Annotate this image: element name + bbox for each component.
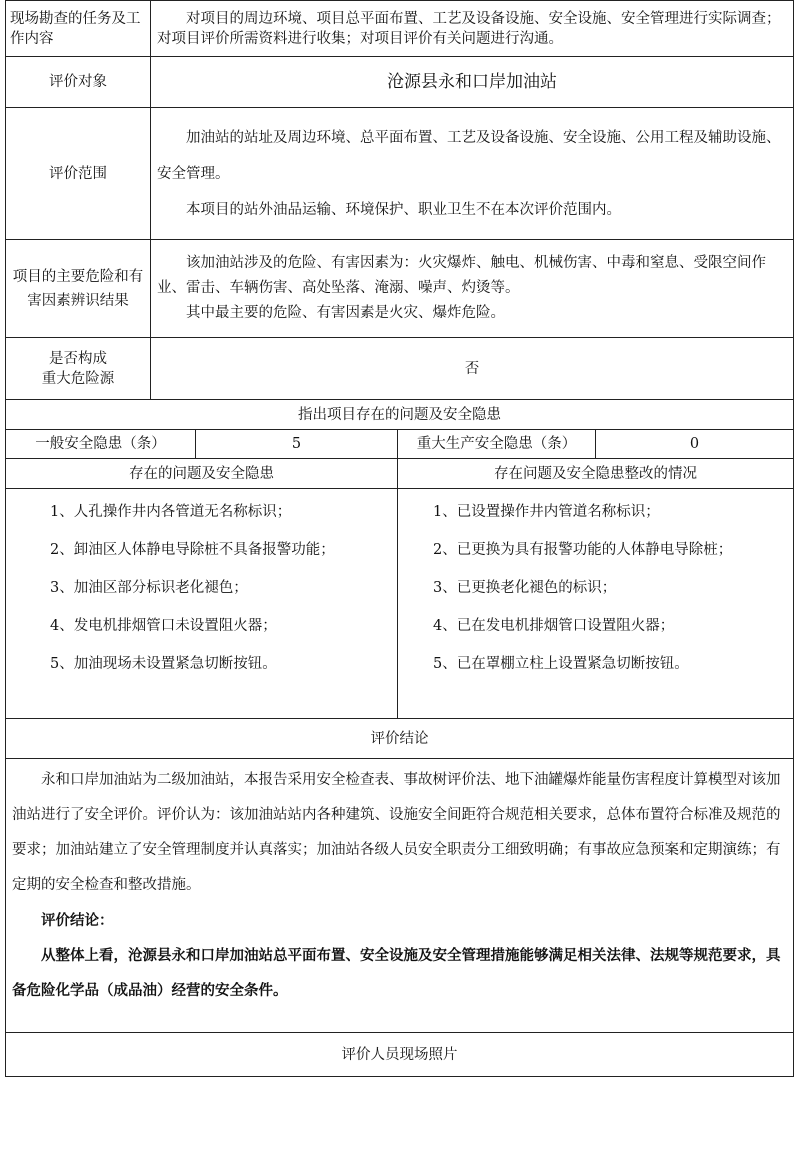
conclusion-subheader: 评价结论： xyxy=(41,912,114,929)
issue-item: 5、加油现场未设置紧急切断按钮。 xyxy=(50,656,277,672)
scope-label: 评价范围 xyxy=(6,108,151,240)
issues-right-list xyxy=(404,493,787,683)
fix-item: 5、已在罩棚立柱上设置紧急切断按钮。 xyxy=(433,656,689,672)
conclusion-body-cell xyxy=(6,759,794,1033)
issues-right-cell xyxy=(398,489,794,719)
conclusion-body-row xyxy=(6,759,794,1033)
issues-left-list xyxy=(12,493,391,683)
fix-item: 4、已在发电机排烟管口设置阻火器； xyxy=(433,618,675,634)
hazards-paragraph-1: 该加油站涉及的危险、有害因素为：火灾爆炸、触电、机械伤害、中毒和窒息、受限空间作业、雷击、车辆伤害、高处坠落、淹溺、噪声、灼烫等。 xyxy=(157,255,766,296)
scope-row xyxy=(6,108,794,240)
issue-item: 2、卸油区人体静电导除桩不具备报警功能； xyxy=(50,542,335,558)
conclusion-header: 评价结论 xyxy=(6,719,794,759)
hazards-paragraph-2: 其中最主要的危险、有害因素是火灾、爆炸危险。 xyxy=(186,305,505,321)
counts-row xyxy=(6,430,794,459)
issues-columns-row xyxy=(6,459,794,489)
issues-header-row xyxy=(6,400,794,430)
evaluation-table xyxy=(5,0,794,1077)
object-label: 评价对象 xyxy=(6,57,151,108)
issues-right-header: 存在问题及安全隐患整改的情况 xyxy=(398,459,794,489)
object-row xyxy=(6,57,794,108)
general-hazard-count-value: 5 xyxy=(196,430,398,459)
issues-lists-row xyxy=(6,489,794,719)
object-value: 沧源县永和口岸加油站 xyxy=(151,57,794,108)
issues-left-cell xyxy=(6,489,398,719)
issue-item: 4、发电机排烟管口未设置阻火器； xyxy=(50,618,277,634)
hazards-row xyxy=(6,240,794,338)
conclusion-body: 永和口岸加油站为二级加油站，本报告采用安全检查表、事故树评价法、地下油罐爆炸能量伤害程度计算模型对该加油站进行了安全评价。评价认为：该加油站站内各种建筑、设施安全间距符合规范相关要求，总体布置符合标准及规范的要求；加油站建立了安全管理制度并认真落实；加油站各级人员安全职责分工细致明确；有事故应急预案和定期演练；有定期的安全检查和整改措施。 xyxy=(12,772,781,893)
major-hazard-label-line2: 重大危险源 xyxy=(41,370,115,387)
major-hazard-count-value: 0 xyxy=(596,430,794,459)
photos-header-row xyxy=(6,1033,794,1077)
task-row xyxy=(6,1,794,57)
scope-paragraph-1: 加油站的站址及周边环境、总平面布置、工艺及设备设施、安全设施、公用工程及辅助设施、安全管理。 xyxy=(157,129,781,182)
hazards-label: 项目的主要危险和有害因素辨识结果 xyxy=(6,240,151,338)
issue-item: 3、加油区部分标识老化褪色； xyxy=(50,580,248,596)
photos-header: 评价人员现场照片 xyxy=(6,1033,794,1077)
major-hazard-label-line1: 是否构成 xyxy=(49,350,107,367)
issues-left-header: 存在的问题及安全隐患 xyxy=(6,459,398,489)
task-label xyxy=(6,1,151,57)
scope-content xyxy=(151,108,794,240)
scope-paragraph-2: 本项目的站外油品运输、环境保护、职业卫生不在本次评价范围内。 xyxy=(186,201,621,218)
major-hazard-value: 否 xyxy=(151,338,794,400)
general-hazard-count-label: 一般安全隐患（条） xyxy=(6,430,196,459)
fix-item: 1、已设置操作井内管道名称标识； xyxy=(433,504,660,520)
task-content xyxy=(151,1,794,57)
task-label-text: 现场勘查的任务及工作内容 xyxy=(10,10,141,47)
fix-item: 3、已更换老化褪色的标识； xyxy=(433,580,617,596)
major-hazard-row xyxy=(6,338,794,400)
evaluation-form xyxy=(5,0,793,1077)
major-hazard-count-label: 重大生产安全隐患（条） xyxy=(398,430,596,459)
issue-item: 1、人孔操作井内各管道无名称标识； xyxy=(50,504,292,520)
conclusion-header-row xyxy=(6,719,794,759)
issues-header: 指出项目存在的问题及安全隐患 xyxy=(6,400,794,430)
task-content-text: 对项目的周边环境、项目总平面布置、工艺及设备设施、安全设施、安全管理进行实际调查；对项目评价所需资料进行收集；对项目评价有关问题进行沟通。 xyxy=(157,10,781,47)
fix-item: 2、已更换为具有报警功能的人体静电导除桩； xyxy=(433,542,733,558)
hazards-content xyxy=(151,240,794,338)
major-hazard-label xyxy=(6,338,151,400)
conclusion-final: 从整体上看，沧源县永和口岸加油站总平面布置、安全设施及安全管理措施能够满足相关法律、法规等规范要求，具备危险化学品（成品油）经营的安全条件。 xyxy=(12,947,781,999)
